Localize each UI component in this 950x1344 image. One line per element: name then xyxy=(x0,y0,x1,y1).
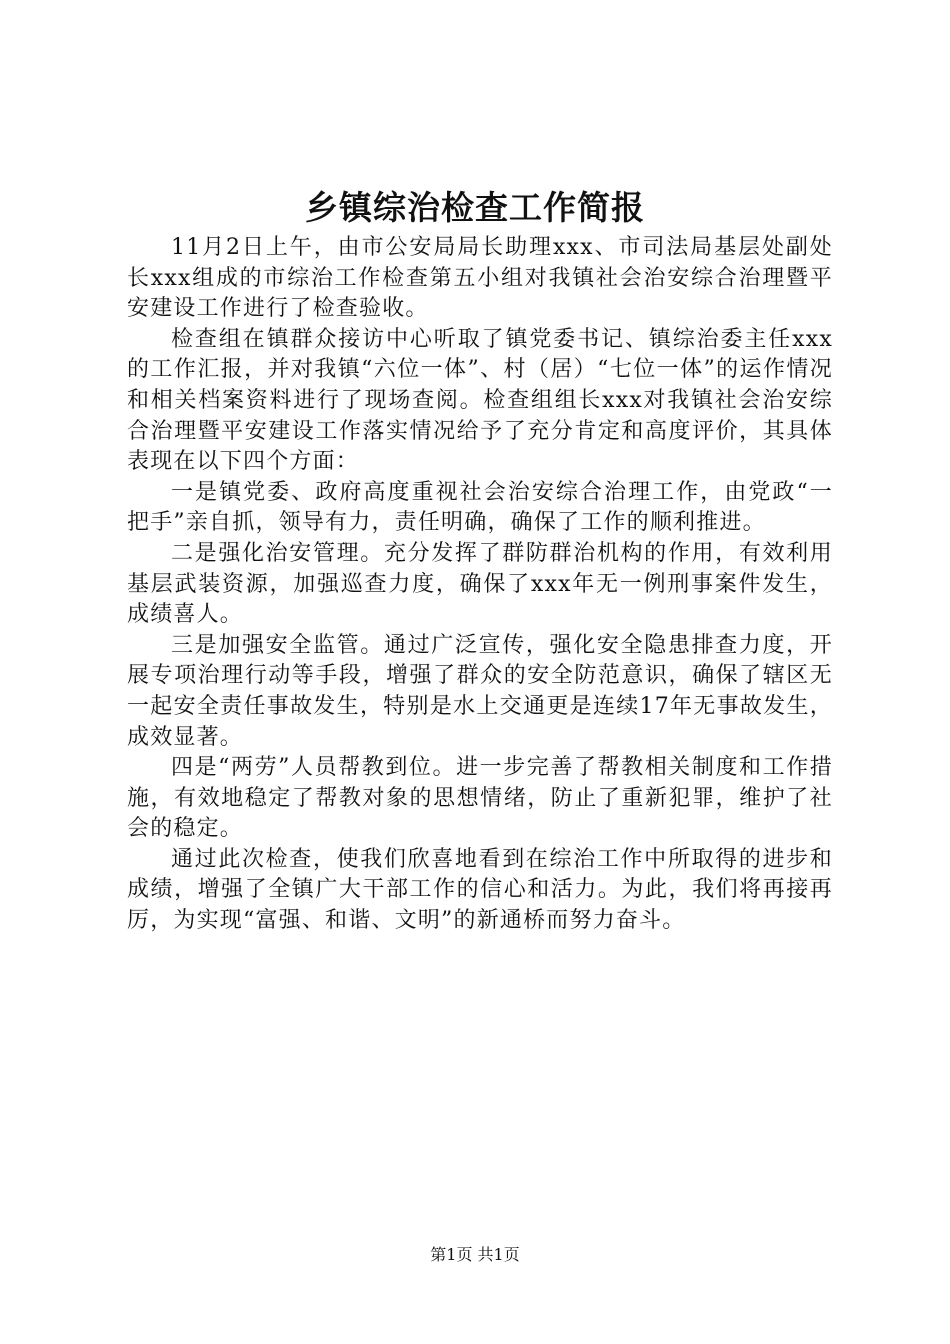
document-title: 乡镇综治检查工作简报 xyxy=(305,188,645,227)
page-number: 第1页 xyxy=(430,1245,473,1264)
document-body xyxy=(127,233,833,937)
paragraph-point-four: 四是“两劳”人员帮教到位。进一步完善了帮教相关制度和工作措施，有效地稳定了帮教对象的思想情绪，防止了重新犯罪，维护了社会的稳定。 xyxy=(127,755,833,842)
paragraph-inspection: 检查组在镇群众接访中心听取了镇党委书记、镇综治委主任xxx的工作汇报，并对我镇“六位一体”、村（居）“七位一体”的运作情况和相关档案资料进行了现场查阅。检查组组长xxx对我镇社会治安综合治理暨平安建设工作落实情况给予了充分肯定和高度评价，其具体表现在以下四个方面： xyxy=(127,326,833,475)
paragraph-intro: 11月2日上午，由市公安局局长助理xxx、市司法局基层处副处长xxx组成的市综治工作检查第五小组对我镇社会治安综合治理暨平安建设工作进行了检查验收。 xyxy=(127,235,833,322)
paragraph-conclusion: 通过此次检查，使我们欣喜地看到在综治工作中所取得的进步和成绩，增强了全镇广大干部工作的信心和活力。为此，我们将再接再厉，为实现“富强、和谐、文明”的新通桥而努力奋斗。 xyxy=(127,846,833,934)
page-footer xyxy=(0,1244,950,1266)
page-total: 共1页 xyxy=(477,1245,520,1264)
paragraph-point-three: 三是加强安全监管。通过广泛宣传，强化安全隐患排查力度，开展专项治理行动等手段，增强了群众的安全防范意识，确保了辖区无一起安全责任事故发生，特别是水上交通更是连续17年无事故发生，成效显著。 xyxy=(127,632,833,750)
paragraph-point-two: 二是强化治安管理。充分发挥了群防群治机构的作用，有效利用基层武装资源，加强巡查力度，确保了xxx年无一例刑事案件发生，成绩喜人。 xyxy=(127,540,833,628)
paragraph-point-one: 一是镇党委、政府高度重视社会治安综合治理工作，由党政“一把手”亲自抓，领导有力，责任明确，确保了工作的顺利推进。 xyxy=(127,479,833,536)
